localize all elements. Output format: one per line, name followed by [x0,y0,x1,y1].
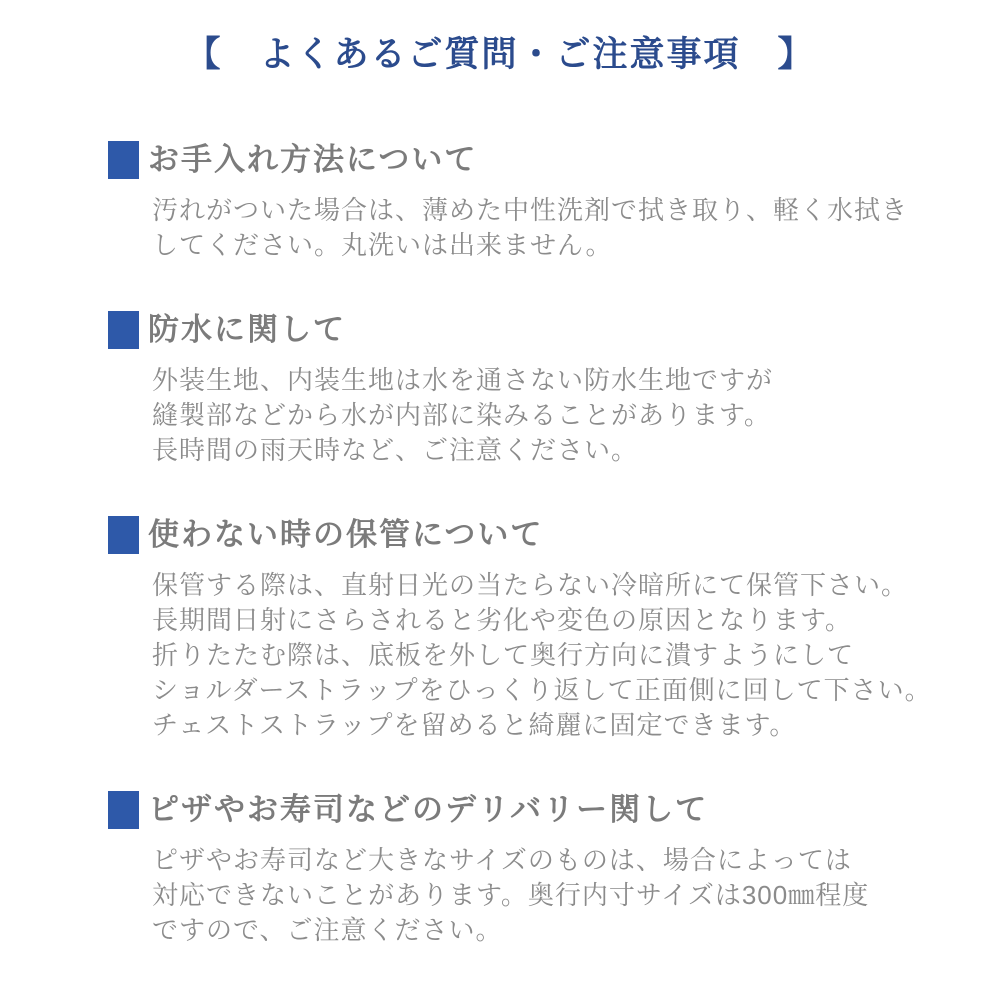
body-line: 対応できないことがあります。奥行内寸サイズは300㎜程度 [152,880,870,910]
body-line: 外装生地、内装生地は水を通さない防水生地ですが [152,365,774,395]
body-line: 長期間日射にさらされると劣化や変色の原因となります。 [152,605,852,635]
section-delivery-heading-row [108,790,945,830]
section-care-body [152,193,945,263]
blue-square-bullet-icon [108,791,139,829]
sections-container [0,140,1000,948]
body-line: してください。丸洗いは出来ません。 [152,230,613,260]
section-care [108,140,945,263]
body-line: 縫製部などから水が内部に染みることがあります。 [152,400,771,430]
blue-square-bullet-icon [108,311,139,349]
section-care-heading-row [108,140,945,180]
body-line: 汚れがついた場合は、薄めた中性洗剤で拭き取り、軽く水拭き [152,195,909,225]
body-line: 折りたたむ際は、底板を外して奥行方向に潰すようにして [152,640,855,670]
body-line: 長時間の雨天時など、ご注意ください。 [152,435,639,465]
body-line: ショルダーストラップをひっくり返して正面側に回して下さい。 [152,675,932,705]
body-line: チェストストラップを留めると綺麗に固定できます。 [152,710,797,740]
page-title: 【 よくあるご質問・ご注意事項 】 [185,35,815,74]
blue-square-bullet-icon [108,516,139,554]
section-storage-body [152,568,945,743]
section-storage-heading: 使わない時の保管について [148,517,544,552]
section-storage-heading-row [108,515,945,555]
section-storage [108,515,945,743]
body-line: 保管する際は、直射日光の当たらない冷暗所にて保管下さい。 [152,570,909,600]
section-waterproof [108,310,945,468]
section-waterproof-heading: 防水に関して [148,312,346,347]
section-delivery-heading: ピザやお寿司などのデリバリー関して [148,792,709,827]
body-line: ピザやお寿司など大きなサイズのものは、場合によっては [152,845,852,875]
section-waterproof-body [152,363,945,468]
blue-square-bullet-icon [108,141,139,179]
section-delivery-body [152,843,945,948]
section-delivery [108,790,945,948]
body-line: ですので、ご注意ください。 [152,915,503,945]
section-care-heading: お手入れ方法について [148,142,478,177]
section-waterproof-heading-row [108,310,945,350]
